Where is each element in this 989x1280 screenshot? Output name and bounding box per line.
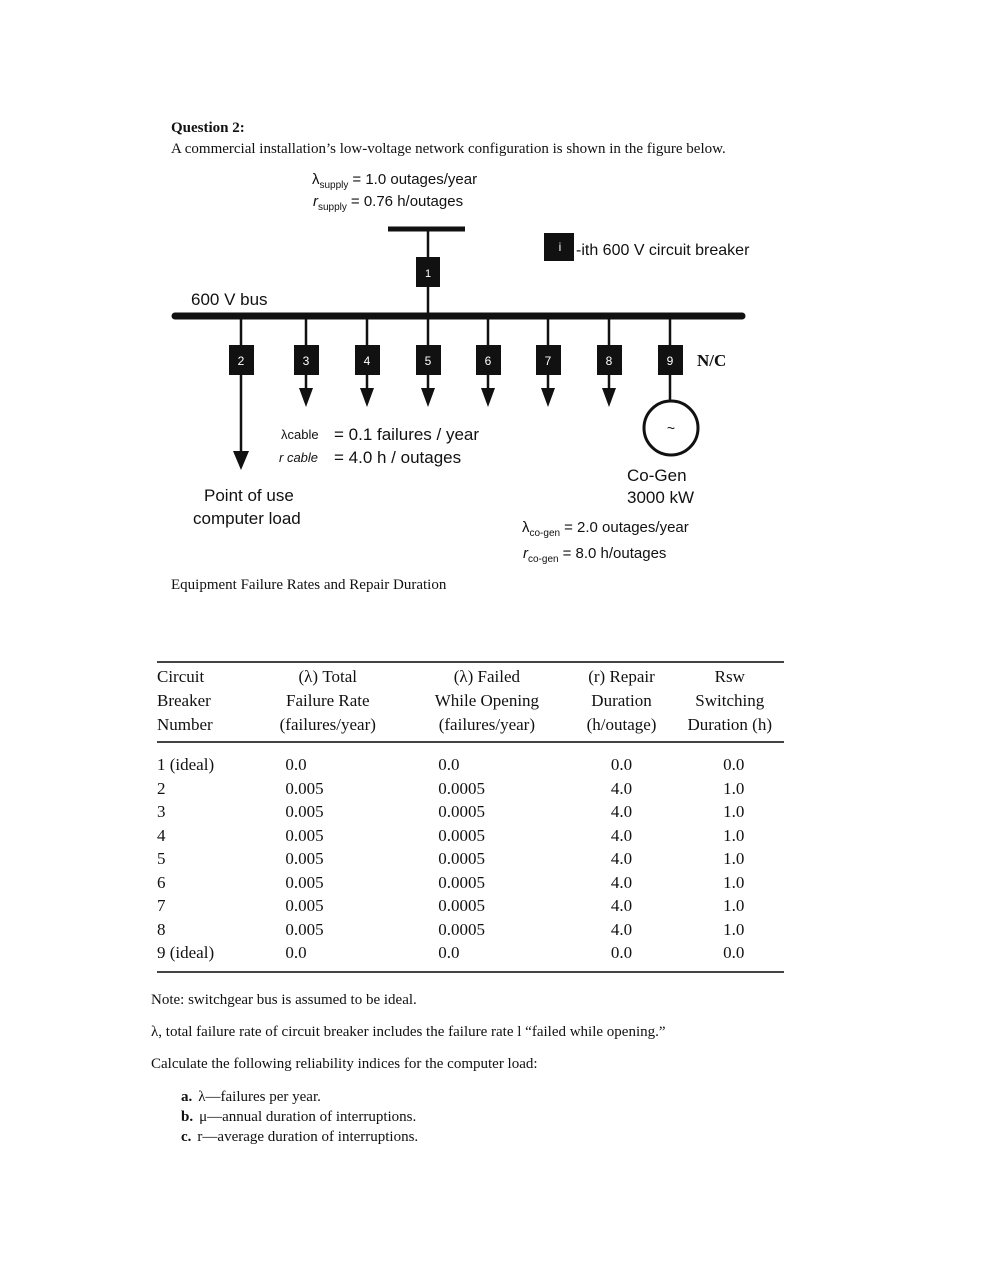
cable-r-label: r cable [279,450,319,465]
load-arrow [233,451,249,470]
header-breaker-number: Circuit Breaker Number [157,667,213,734]
note-failure-rate: λ, total failure rate of circuit breaker includes the failure rate l “failed while opening.” [151,1024,666,1040]
note-calculate: Calculate the following reliability indices for the computer load: [151,1056,538,1072]
feeder-6 [476,316,501,407]
legend-text: -ith 600 V circuit breaker [576,242,750,259]
svg-text:3: 3 [302,354,310,368]
network-diagram [0,160,989,580]
breaker-1-label: 1 [424,268,432,280]
supply-r-label: $r_{supply} = 0.76$ h/outages [313,193,464,213]
legend-breaker-symbol: i [558,240,562,254]
cogen-lambda-label: $\lambda_{co-gen} = 2.0$ outages/year [522,519,689,539]
table-row: 4 0.005 0.0005 4.0 1.0 [157,825,745,845]
breaker-9-label: 9 [666,354,674,368]
svg-text:6: 6 [484,354,492,368]
table-row: 5 0.005 0.0005 4.0 1.0 [157,849,745,868]
list-item: a. λ—failures per year. [181,1089,321,1105]
feeder-3 [294,316,319,407]
table-row: 7 0.005 0.0005 4.0 1.0 [157,896,745,915]
cable-r-value: = 4.0 h / outages [334,448,462,467]
cogen-label-line1: Co-Gen [627,466,687,485]
table-row: 8 0.005 0.0005 4.0 1.0 [157,919,745,939]
header-failed-while-opening: (λ) Failed While Opening (failures/year) [434,667,540,734]
feeder-4 [355,316,380,407]
cogen-label-line2: 3000 kW [627,488,695,507]
bus-label: 600 V bus [191,290,268,309]
load-label-line2: computer load [193,509,301,528]
cogen-r-label: $r_{co-gen} = 8.0$ h/outages [523,545,667,565]
feeder-5 [416,316,441,407]
load-label-line1: Point of use [204,486,294,505]
breaker-2-label: 2 [237,354,245,368]
figure-caption: Equipment Failure Rates and Repair Duration [171,577,447,593]
table-row: 2 0.005 0.0005 4.0 1.0 [157,778,745,798]
question-intro: A commercial installation’s low-voltage network configuration is shown in the figure below. [171,141,726,157]
table-row: 3 0.005 0.0005 4.0 1.0 [157,802,745,821]
feeder-7 [536,316,561,407]
cable-lambda-value: = 0.1 failures / year [334,425,480,444]
note-switchgear: Note: switchgear bus is assumed to be ideal. [151,992,417,1008]
nc-label: N/C [697,351,727,370]
svg-text:5: 5 [424,354,432,368]
cable-lambda-label: λcable [281,427,319,442]
feeder-8 [597,316,622,407]
svg-text:4: 4 [363,354,371,368]
list-item: c. r—average duration of interruptions. [181,1129,419,1145]
svg-text:8: 8 [605,354,613,368]
header-repair-duration: (r) Repair Duration (h/outage) [586,667,657,734]
failure-rate-table [157,661,784,973]
table-row: 6 0.005 0.0005 4.0 1.0 [157,872,745,892]
list-item: b. μ—annual duration of interruptions. [181,1109,417,1125]
table-header-row [157,662,784,742]
svg-text:7: 7 [544,354,552,368]
header-switching-duration: Rsw Switching Duration (h) [687,667,772,734]
table-row: 9 (ideal) 0.0 0.0 0.0 0.0 [157,943,745,962]
generator-symbol: ~ [666,420,676,436]
header-total-failure-rate: (λ) Total Failure Rate (failures/year) [279,667,376,734]
supply-lambda-label: $\lambda_{supply} = 1.0$ outages/year [312,171,478,191]
table-row: 1 (ideal) 0.0 0.0 0.0 0.0 [157,755,745,774]
question-title: Question 2: [171,120,245,136]
